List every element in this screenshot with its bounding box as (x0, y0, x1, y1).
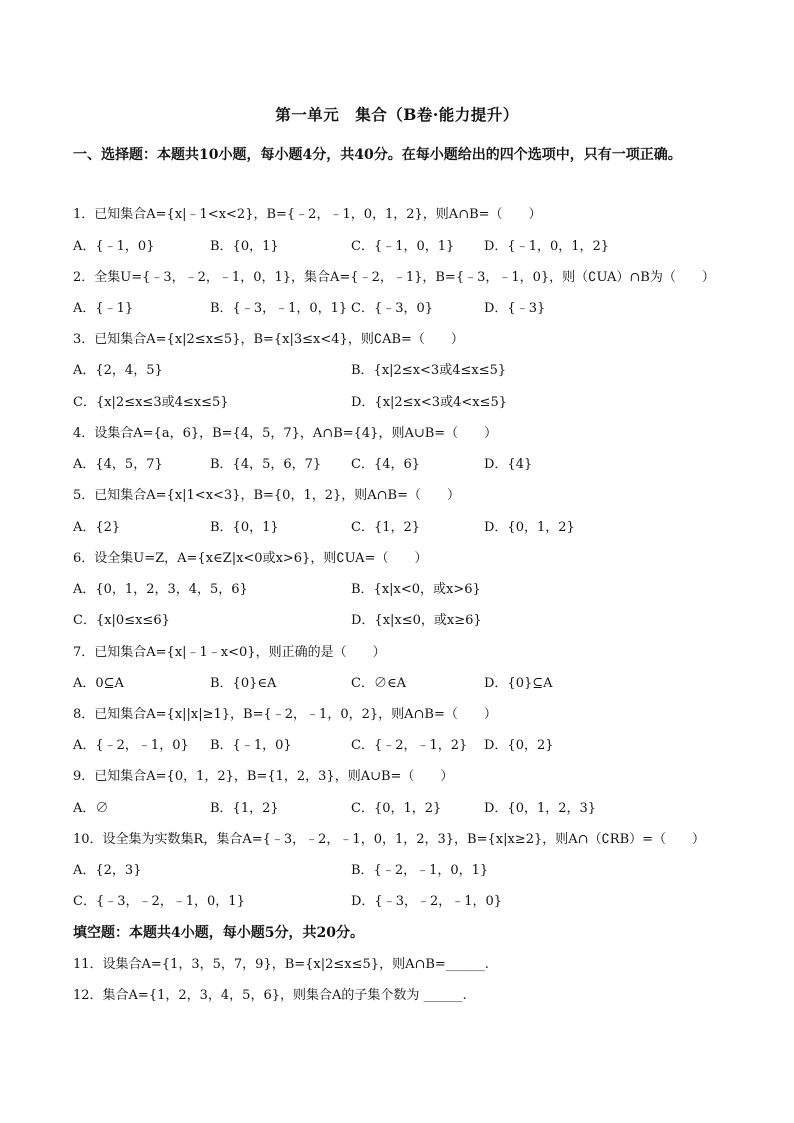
question-4-option-b: B．{4，5，6，7} (210, 457, 322, 472)
question-10-option-d: D．{﹣3，﹣2，﹣1，0} (351, 894, 503, 909)
question-3-stem: 3．已知集合A={x|2≤x≤5}，B={x|3≤x<4}，则∁AB=（ ） (73, 332, 464, 347)
question-2-option-a: A．{﹣1} (73, 301, 134, 316)
question-2-stem: 2．全集U={﹣3，﹣2，﹣1，0，1}，集合A={﹣2，﹣1}，B={﹣3，﹣1，0}，则（∁UA）∩B为（ ） (73, 270, 715, 285)
question-4-option-c: C．{4，6} (351, 457, 421, 472)
question-6-option-c: C．{x|0≤x≤6} (73, 613, 170, 628)
question-5-option-b: B．{0，1} (210, 520, 279, 535)
question-8-option-a: A．{﹣2，﹣1，0} (73, 738, 189, 753)
section-heading-fill-in: 填空题：本题共4小题，每小题5分，共20分。 (73, 925, 364, 941)
question-9-option-d: D．{0，1，2，3} (484, 801, 597, 816)
question-9-option-c: C．{0，1，2} (351, 801, 442, 816)
question-10-option-c: C．{﹣3，﹣2，﹣1，0，1} (73, 894, 245, 909)
question-5-stem: 5．已知集合A={x|1<x<3}，B={0，1，2}，则A∩B=（ ） (73, 488, 460, 503)
question-1-stem: 1．已知集合A={x|﹣1<x<2}，B={﹣2，﹣1，0，1，2}，则A∩B=（ ） (73, 207, 542, 222)
question-2-option-d: D．{﹣3} (484, 301, 546, 316)
question-7-option-d: D．{0}⊆A (484, 676, 553, 691)
question-2-option-b: B．{﹣3，﹣1，0，1} (210, 301, 348, 316)
question-7-option-a: A．0⊆A (73, 676, 124, 691)
question-1-option-c: C．{﹣1，0，1} (351, 239, 455, 254)
question-9-stem: 9．已知集合A={0，1，2}，B={1，2，3}，则A∪B=（ ） (73, 769, 454, 784)
question-1-option-d: D．{﹣1，0，1，2} (484, 239, 610, 254)
question-6-option-d: D．{x|x≤0，或x≥6} (351, 613, 482, 628)
question-5-option-a: A．{2} (73, 520, 121, 535)
question-10-stem: 10．设全集为实数集R，集合A={﹣3，﹣2，﹣1，0，1，2，3}，B={x|x≥2}，则A∩（∁RB）=（ ） (73, 832, 706, 847)
question-7-option-b: B．{0}∈A (210, 676, 277, 691)
question-5-option-d: D．{0，1，2} (484, 520, 575, 535)
question-3-option-a: A．{2，4，5} (73, 363, 163, 378)
question-9-option-a: A．∅ (73, 801, 109, 816)
question-2-option-c: C．{﹣3，0} (351, 301, 434, 316)
question-8-option-b: B．{﹣1，0} (210, 738, 292, 753)
question-1-option-a: A．{﹣1，0} (73, 239, 155, 254)
question-10-option-b: B．{﹣2，﹣1，0，1} (351, 863, 489, 878)
page-title: 第一单元 集合（B卷·能力提升） (275, 105, 519, 124)
question-1-option-b: B．{0，1} (210, 239, 279, 254)
question-11-stem: 11．设集合A={1，3，5，7，9}，B={x|2≤x≤5}，则A∩B=______. (73, 957, 489, 972)
question-6-option-b: B．{x|x<0，或x>6} (351, 582, 481, 597)
question-8-option-c: C．{﹣2，﹣1，2} (351, 738, 468, 753)
question-6-option-a: A．{0，1，2，3，4，5，6} (73, 582, 248, 597)
section-heading-choice: 一、选择题：本题共10小题，每小题4分，共40分。在每小题给出的四个选项中，只有一项正确。 (73, 147, 682, 163)
question-4-option-a: A．{4，5，7} (73, 457, 163, 472)
question-7-stem: 7．已知集合A={x|﹣1﹣x<0}，则正确的是（ ） (73, 645, 386, 660)
question-12-stem: 12．集合A={1，2，3，4，5，6}，则集合A的子集个数为 ______. (73, 988, 467, 1003)
question-9-option-b: B．{1，2} (210, 801, 279, 816)
question-10-option-a: A．{2，3} (73, 863, 142, 878)
question-6-stem: 6．设全集U=Z，A={x∈Z|x<0或x>6}，则∁UA=（ ） (73, 551, 428, 566)
question-4-stem: 4．设集合A={a，6}，B={4，5，7}，A∩B={4}，则A∪B=（ ） (73, 426, 498, 441)
question-3-option-b: B．{x|2≤x<3或4≤x≤5} (351, 363, 507, 378)
question-3-option-d: D．{x|2≤x<3或4<x≤5} (351, 395, 507, 410)
question-3-option-c: C．{x|2≤x≤3或4≤x≤5} (73, 395, 229, 410)
question-4-option-d: D．{4} (484, 457, 533, 472)
question-7-option-c: C．∅∈A (351, 676, 406, 691)
question-8-stem: 8．已知集合A={x||x|≥1}，B={﹣2，﹣1，0，2}，则A∩B=（ ） (73, 707, 497, 722)
question-5-option-c: C．{1，2} (351, 520, 421, 535)
question-8-option-d: D．{0，2} (484, 738, 554, 753)
